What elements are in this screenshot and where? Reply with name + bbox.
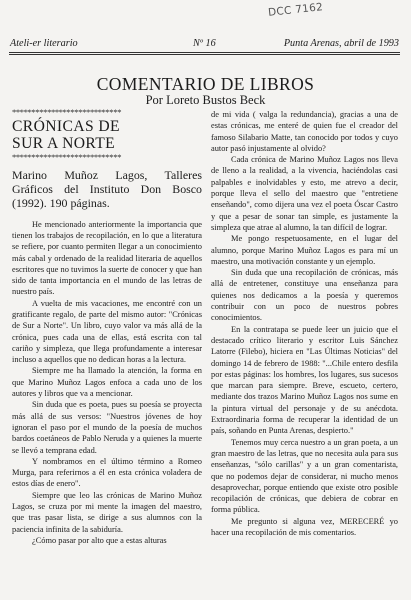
paragraph: Tenemos muy cerca nuestro a un gran poeta, a un gran maestro de las letras, que no necesita aula para sus enseñanzas, "sólo carillas" y a un gran comentarista, que no podemos dejar de considerar, ni mucho menos desaprovechar, porque entiendo que existe otro posible recopilación de crónicas, que debiera de cobrar en forma pública. (211, 437, 398, 515)
paragraph: ¿Cómo pasar por alto que a estas alturas (32, 535, 167, 545)
article-title-line-1: CRÓNICAS DE (12, 118, 120, 135)
paragraph: Siempre que leo las crónicas de Marino Muñoz Lagos, se cruza por mi mente la imagen del maestro, que tras pasar lista, se dirige a sus alumnos con la paciencia infinita de la sabiduría. (12, 490, 202, 534)
article-title (12, 119, 202, 152)
article-title-line-2: SUR A NORTE (12, 134, 116, 152)
paragraph: Sin duda que una recopilación de crónicas, más allá de entretener, constituye una enseñanza para quienes nos dedicamos a la poesía y queremos contribuir con un poco de nuestros pobres conocimientos. (211, 268, 398, 323)
handwritten-catalog-note: DCC 7162 (267, 1, 324, 19)
book-reference: Marino Muñoz Lagos, Talleres Gráficos del Instituto Don Bosco (1992). 190 páginas. (12, 168, 202, 211)
page-header (10, 38, 399, 50)
paragraph: de mi vida ( valga la redundancia), gracias a una de estas crónicas, me enteré de quien fue el creador del famoso Silabario Matte, tan conocido por todos y cuyo autor pasó injustamente al olvido? (211, 110, 398, 153)
issue-number: Nº 16 (193, 38, 216, 49)
paragraph: Me pongo respetuosamente, en el lugar del alumno, porque Marino Muñoz Lagos es para mí un maestro, una motivación constante y un ejemplo. (211, 234, 398, 266)
place-date: Punta Arenas, abril de 1993 (283, 38, 399, 49)
stars-divider-top: **************************** (12, 108, 122, 117)
paragraph: Cada crónica de Marino Muñoz Lagos nos lleva de lleno a la realidad, a la vivencia, haciéndolas casi palpables e inolvidables y esto, me atrevo a decir, porque lleva el sello del maestro que "entretiene enseñando", como dijera una vez el poeta Óscar Castro y que a pesar de sonar tan simple, es justamente la simpleza que atrae al alumno, la tan difícil de lograr. (211, 155, 398, 232)
header-rule-bottom (9, 54, 400, 55)
paragraph: Sin duda que es poeta, pues su poesía se proyecta más allá de sus versos: "Nuestros jóvenes de hoy ignoran el paso por el mundo de la poesía de muchos bardos coetáneos de Pablo Neruda y a quienes la muerte se llevó a temprana edad. (12, 400, 202, 455)
section-title: COMENTARIO DE LIBROS (96, 74, 315, 94)
paragraph: En la contratapa se puede leer un juicio que el destacado crítico literario y escritor Luis Sánchez Latorre (Filebo), hiciera en "Las Últimas Noticias" del domingo 14 de febrero de 1988: "...Chile entero desfila por estas páginas: los hombres, los lugares, sus sucesos que marcan para siempre. Breve, escueto, certero, mediante dos trazos Marino Muñoz Lagos nos sume en la pintura virtual del personaje y de su anécdota. Extraordinaria forma de recuperar la identidad de un país, soñando en Punta Arenas, despierto." (211, 324, 398, 436)
author-byline: Por Loreto Bustos Beck (145, 93, 266, 107)
paragraph: Siempre me ha llamado la atención, la forma en que Marino Muñoz Lagos enfoca a cada uno de los autores y libros que va a mencionar. (12, 366, 202, 399)
header-rule-top (9, 52, 400, 53)
paragraph: A vuelta de mis vacaciones, me encontré con un gratificante regalo, de parte del mismo autor: "Crónicas de Sur a Norte". Un libro, cuyo valor va más allá de la crónica, pues cada una de ellas, está escrita con tal cariño y simpleza, que llega profundamente a interesar incluso a aquellos que no dedican horas a la lectura. (12, 298, 202, 365)
paragraph: Me pregunto si alguna vez, MERECERÉ yo hacer una recopilación de mis comentarios. (211, 516, 398, 537)
paragraph: Y nombramos en el último término a Romeo Murga, para referirnos a él en esta crónica voladera de estos días de enero". (12, 456, 202, 489)
publication-name: Ateli-er literario (10, 38, 78, 49)
right-column (211, 109, 398, 538)
stars-divider-bottom: **************************** (12, 153, 122, 162)
paragraph: He mencionado anteriormente la importancia que tienen los trabajos de recopilación, en lo que a literatura se refiere, por cuanto permiten llegar a un conocimiento más cabal y ordenado de la realidad literaria de aquellos escritores que no tuvimos la suerte de conocer y que han sido de tanta importancia en el mundo de las letras de nuestro país. (12, 219, 202, 297)
left-column (12, 108, 202, 546)
